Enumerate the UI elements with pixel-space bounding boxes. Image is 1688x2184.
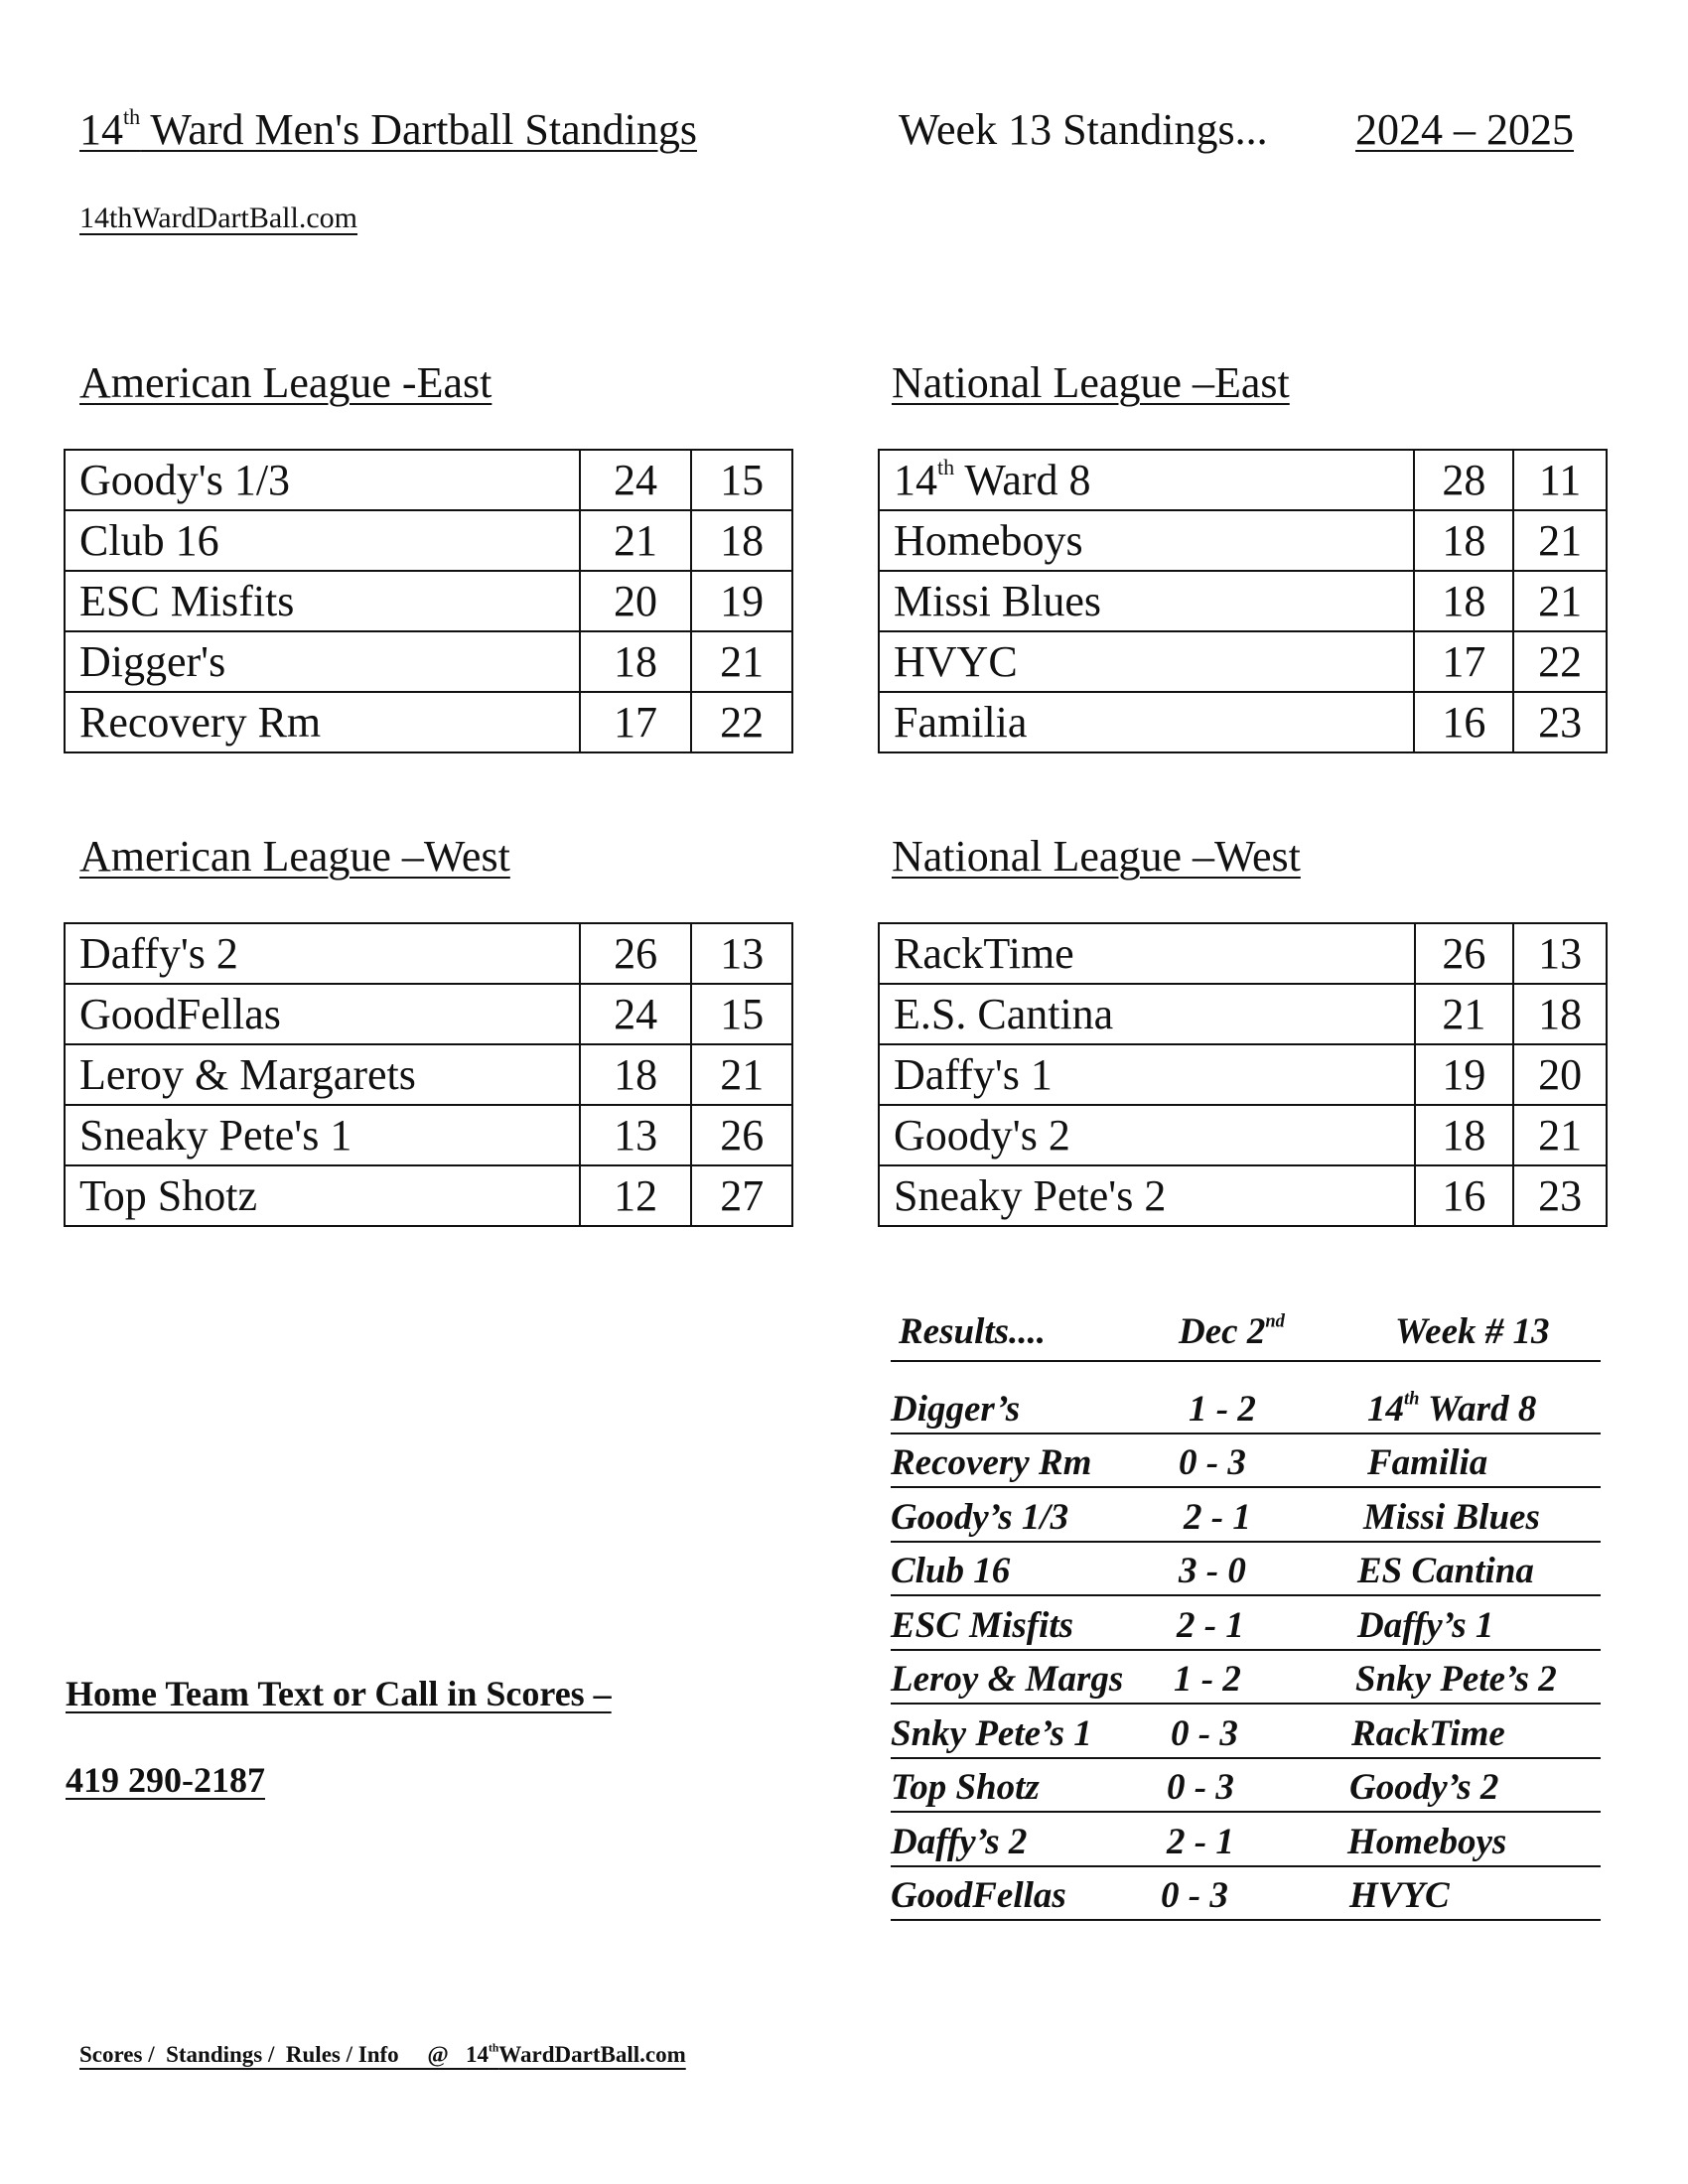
wins: 16: [1415, 1165, 1514, 1226]
week-label: Week 13 Standings...: [899, 105, 1268, 154]
score: 0 - 3: [1167, 1767, 1234, 1808]
losses: 21: [691, 631, 792, 692]
team-name: Daffy's 2: [65, 923, 580, 984]
losses: 21: [1513, 510, 1607, 571]
away-team: Snky Pete’s 2: [1355, 1659, 1557, 1700]
team-name: E.S. Cantina: [879, 984, 1415, 1044]
score: 1 - 2: [1174, 1659, 1241, 1700]
team-name: RackTime: [879, 923, 1415, 984]
table-row: [65, 1165, 792, 1226]
home-team: GoodFellas: [891, 1875, 1066, 1916]
team-name: Homeboys: [879, 510, 1414, 571]
result-row: [891, 1867, 1601, 1922]
table-row: [65, 923, 792, 984]
team-name: Daffy's 1: [879, 1044, 1415, 1105]
losses: 15: [691, 450, 792, 510]
score-contact-label: Home Team Text or Call in Scores –: [66, 1674, 612, 1713]
losses: 23: [1513, 1165, 1607, 1226]
table-row: [65, 510, 792, 571]
website-link[interactable]: 14thWardDartBall.com: [79, 202, 358, 234]
wins: 18: [1414, 571, 1513, 631]
away-team: Missi Blues: [1363, 1496, 1540, 1538]
away-team: RackTime: [1351, 1712, 1505, 1754]
table-row: [879, 1105, 1607, 1165]
team-name: Recovery Rm: [65, 692, 580, 752]
table-row: [65, 984, 792, 1044]
losses: 22: [691, 692, 792, 752]
table-row: [65, 631, 792, 692]
losses: 22: [1513, 631, 1607, 692]
losses: 18: [691, 510, 792, 571]
table-row: [65, 571, 792, 631]
wins: 17: [1414, 631, 1513, 692]
home-team: ESC Misfits: [891, 1604, 1074, 1646]
wins: 19: [1415, 1044, 1514, 1105]
table-row: [879, 510, 1607, 571]
result-row: [891, 1380, 1601, 1434]
table-row: [879, 1044, 1607, 1105]
result-row: [891, 1651, 1601, 1706]
losses: 20: [1513, 1044, 1607, 1105]
home-team: Goody’s 1/3: [891, 1496, 1069, 1538]
result-row: [891, 1596, 1601, 1651]
away-team: Homeboys: [1347, 1821, 1507, 1862]
home-team: Recovery Rm: [891, 1442, 1092, 1483]
home-team: Club 16: [891, 1551, 1011, 1591]
phone-number[interactable]: 419 290-2187: [66, 1760, 265, 1800]
table-row: [65, 692, 792, 752]
team-name: HVYC: [879, 631, 1414, 692]
losses: 21: [1513, 1105, 1607, 1165]
results-section: [891, 1310, 1606, 1916]
nl-east-title: National League –East: [892, 358, 1290, 407]
team-name: Top Shotz: [65, 1165, 580, 1226]
team-name: GoodFellas: [65, 984, 580, 1044]
losses: 13: [691, 923, 792, 984]
wins: 24: [580, 984, 692, 1044]
results-week: Week # 13: [1395, 1311, 1550, 1352]
away-team: Goody’s 2: [1349, 1767, 1499, 1808]
losses: 18: [1513, 984, 1607, 1044]
result-row: [891, 1705, 1601, 1759]
score: 2 - 1: [1184, 1496, 1251, 1538]
score: 0 - 3: [1171, 1712, 1238, 1754]
losses: 13: [1513, 923, 1607, 984]
wins: 21: [1415, 984, 1514, 1044]
al-east-table: [64, 449, 793, 753]
team-name: Club 16: [65, 510, 580, 571]
losses: 21: [1513, 571, 1607, 631]
wins: 24: [580, 450, 692, 510]
away-team: HVYC: [1349, 1875, 1450, 1916]
table-row: [879, 1165, 1607, 1226]
team-name: Digger's: [65, 631, 580, 692]
result-row: [891, 1488, 1601, 1543]
wins: 16: [1414, 692, 1513, 752]
nl-west-table: [878, 922, 1608, 1227]
table-row: [879, 923, 1607, 984]
home-team: Daffy’s 2: [891, 1821, 1028, 1862]
table-row: [879, 692, 1607, 752]
team-name: Goody's 1/3: [65, 450, 580, 510]
result-row: [891, 1434, 1601, 1489]
home-team: Digger’s: [891, 1388, 1021, 1430]
wins: 18: [1415, 1105, 1514, 1165]
losses: 26: [691, 1105, 792, 1165]
away-team: Daffy’s 1: [1357, 1604, 1494, 1646]
result-row: [891, 1759, 1601, 1814]
page-title: 14th Ward Men's Dartball Standings: [79, 104, 697, 154]
results-header: [891, 1310, 1606, 1358]
team-name: 14th Ward 8: [879, 450, 1414, 510]
wins: 17: [580, 692, 692, 752]
season-label: 2024 – 2025: [1355, 105, 1574, 154]
home-team: Leroy & Margs: [891, 1659, 1124, 1700]
team-name: Leroy & Margarets: [65, 1044, 580, 1105]
home-team: Snky Pete’s 1: [891, 1712, 1092, 1754]
away-team: 14th Ward 8: [1367, 1388, 1537, 1430]
team-name: Sneaky Pete's 2: [879, 1165, 1415, 1226]
results-label: Results....: [899, 1311, 1047, 1352]
score: 2 - 1: [1177, 1604, 1244, 1646]
score: 2 - 1: [1167, 1821, 1234, 1862]
team-name: Sneaky Pete's 1: [65, 1105, 580, 1165]
losses: 19: [691, 571, 792, 631]
team-name: ESC Misfits: [65, 571, 580, 631]
table-row: [879, 984, 1607, 1044]
wins: 18: [580, 631, 692, 692]
team-name: Familia: [879, 692, 1414, 752]
score: 3 - 0: [1179, 1551, 1246, 1591]
results-header-underline: [891, 1360, 1601, 1362]
al-west-title: American League –West: [79, 832, 510, 881]
wins: 18: [580, 1044, 692, 1105]
wins: 26: [1415, 923, 1514, 984]
nl-east-table: [878, 449, 1608, 753]
wins: 26: [580, 923, 692, 984]
table-row: [879, 571, 1607, 631]
nl-west-title: National League –West: [892, 832, 1301, 881]
team-name: Missi Blues: [879, 571, 1414, 631]
score: 0 - 3: [1179, 1442, 1246, 1483]
losses: 15: [691, 984, 792, 1044]
score: 1 - 2: [1189, 1388, 1256, 1430]
losses: 23: [1513, 692, 1607, 752]
wins: 28: [1414, 450, 1513, 510]
losses: 27: [691, 1165, 792, 1226]
wins: 12: [580, 1165, 692, 1226]
result-row: [891, 1543, 1601, 1597]
wins: 20: [580, 571, 692, 631]
al-west-table: [64, 922, 793, 1227]
losses: 11: [1513, 450, 1607, 510]
team-name: Goody's 2: [879, 1105, 1415, 1165]
result-row: [891, 1813, 1601, 1867]
home-team: Top Shotz: [891, 1767, 1040, 1808]
table-row: [65, 1044, 792, 1105]
losses: 21: [691, 1044, 792, 1105]
away-team: Familia: [1367, 1442, 1488, 1483]
away-team: ES Cantina: [1357, 1551, 1534, 1591]
results-date: Dec 2nd: [1179, 1311, 1285, 1352]
results-list: [891, 1380, 1601, 1921]
wins: 13: [580, 1105, 692, 1165]
al-east-title: American League -East: [79, 358, 492, 407]
wins: 21: [580, 510, 692, 571]
footer-links[interactable]: Scores / Standings / Rules / Info @ 14thWardDartBall.com: [79, 2042, 686, 2067]
table-row: [65, 1105, 792, 1165]
score: 0 - 3: [1161, 1875, 1228, 1916]
table-row: [65, 450, 792, 510]
table-row: [879, 631, 1607, 692]
wins: 18: [1414, 510, 1513, 571]
table-row: [879, 450, 1607, 510]
